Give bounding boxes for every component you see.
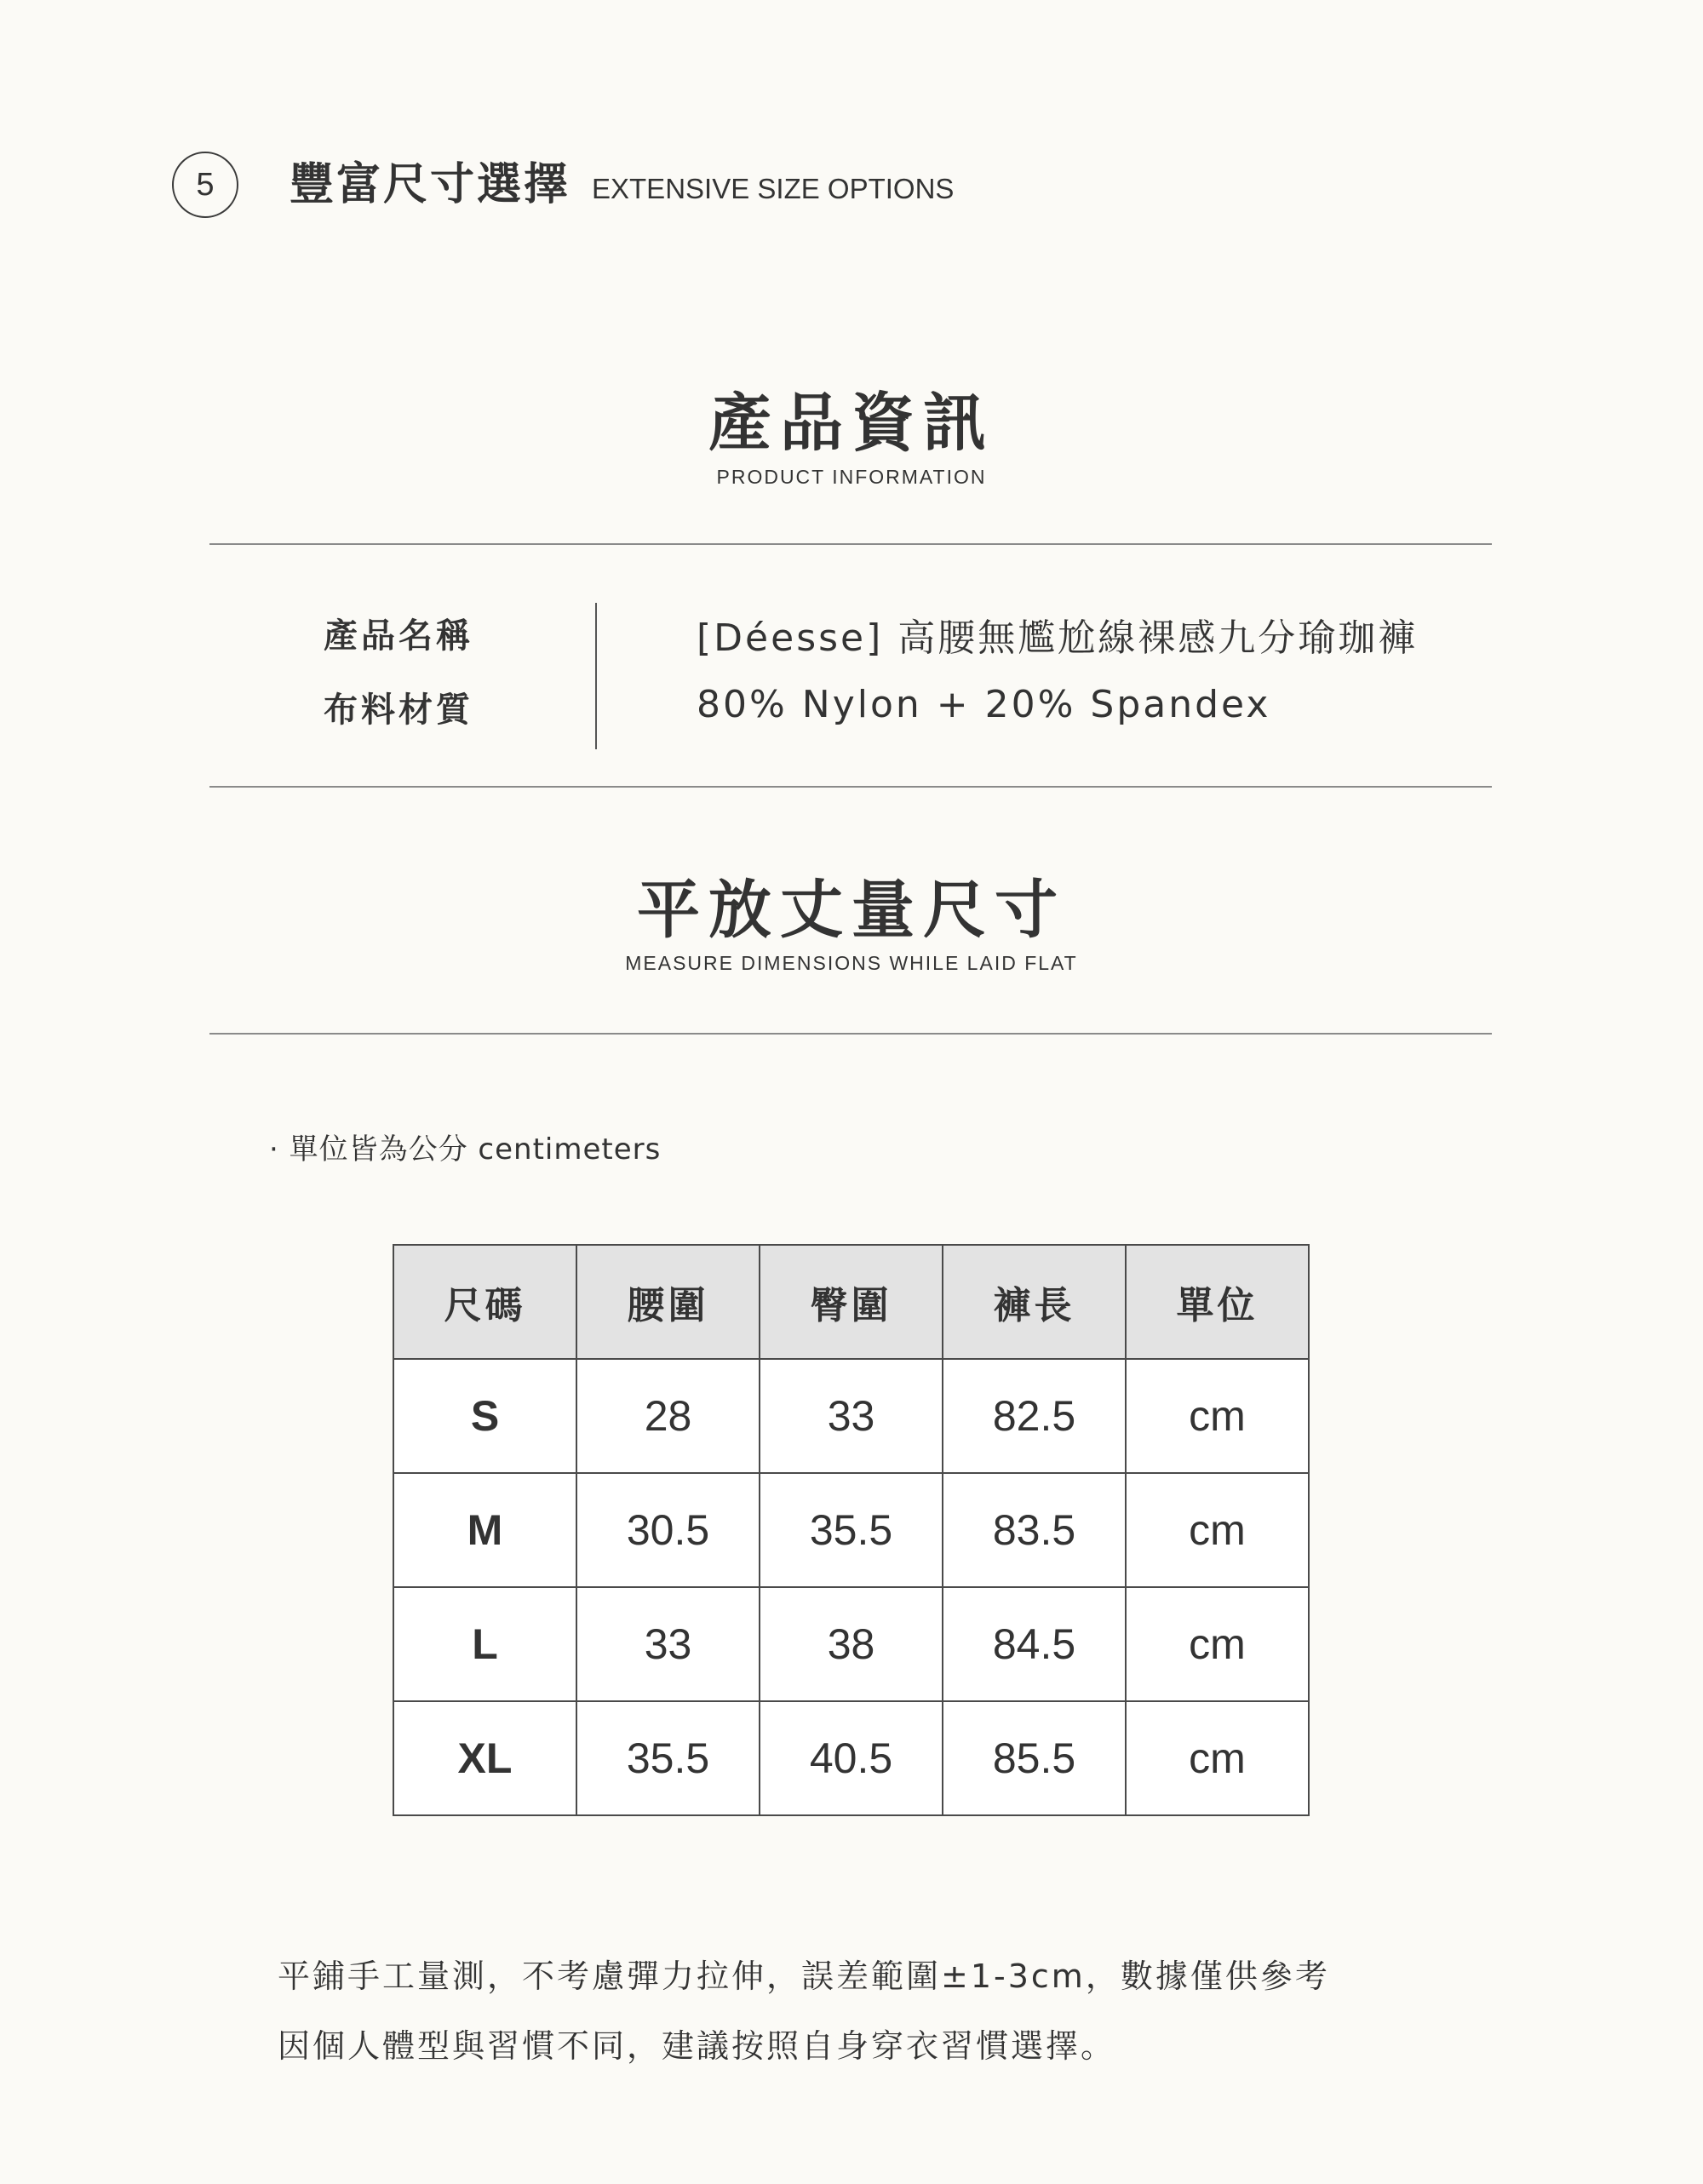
unit-cell: cm [1126, 1473, 1309, 1587]
size-cell: S [393, 1359, 576, 1473]
header-hip: 臀圍 [760, 1245, 943, 1359]
divider-line [209, 543, 1492, 545]
table-row [393, 1701, 1309, 1815]
hip-cell: 38 [760, 1587, 943, 1701]
length-cell: 84.5 [943, 1587, 1126, 1701]
unit-cell: cm [1126, 1701, 1309, 1815]
measure-subheading: MEASURE DIMENSIONS WHILE LAID FLAT [625, 952, 1078, 974]
length-cell: 83.5 [943, 1473, 1126, 1587]
fabric-label: 布料材質 [324, 691, 473, 730]
waist-cell: 30.5 [576, 1473, 760, 1587]
product-info-heading: 產品資訊 [708, 387, 995, 460]
header-length: 褲長 [943, 1245, 1126, 1359]
hip-cell: 35.5 [760, 1473, 943, 1587]
product-name-value: [Déesse] 高腰無尷尬線裸感九分瑜珈褲 [697, 616, 1419, 660]
size-table [393, 1244, 1310, 1816]
divider-line [209, 786, 1492, 788]
length-cell: 85.5 [943, 1701, 1126, 1815]
waist-cell: 28 [576, 1359, 760, 1473]
size-cell: L [393, 1587, 576, 1701]
unit-note: · 單位皆為公分 centimeters [269, 1132, 662, 1167]
product-info-subheading: PRODUCT INFORMATION [716, 466, 987, 488]
hip-cell: 40.5 [760, 1701, 943, 1815]
size-cell: XL [393, 1701, 576, 1815]
waist-cell: 33 [576, 1587, 760, 1701]
measurement-note: 平鋪手工量測，不考慮彈力拉伸，誤差範圍±1-3cm，數據僅供參考 [278, 1958, 1330, 1995]
table-header-row [393, 1245, 1309, 1359]
table-row [393, 1587, 1309, 1701]
table-row [393, 1359, 1309, 1473]
hip-cell: 33 [760, 1359, 943, 1473]
product-name-label: 產品名稱 [324, 616, 473, 656]
measure-heading: 平放丈量尺寸 [637, 874, 1066, 947]
waist-cell: 35.5 [576, 1701, 760, 1815]
header-unit: 單位 [1126, 1245, 1309, 1359]
section-title: 豐富尺寸選擇 [290, 159, 571, 210]
step-number: 5 [196, 166, 215, 203]
size-cell: M [393, 1473, 576, 1587]
header-size: 尺碼 [393, 1245, 576, 1359]
fabric-value: 80% Nylon + 20% Spandex [697, 683, 1271, 726]
fit-advice-note: 因個人體型與習慣不同，建議按照自身穿衣習慣選擇。 [278, 2027, 1116, 2065]
header-waist: 腰圍 [576, 1245, 760, 1359]
table-row [393, 1473, 1309, 1587]
vertical-divider [595, 603, 597, 749]
step-number-badge [172, 152, 238, 218]
unit-cell: cm [1126, 1359, 1309, 1473]
unit-cell: cm [1126, 1587, 1309, 1701]
divider-line [209, 1033, 1492, 1035]
length-cell: 82.5 [943, 1359, 1126, 1473]
section-title-english: EXTENSIVE SIZE OPTIONS [592, 173, 955, 204]
